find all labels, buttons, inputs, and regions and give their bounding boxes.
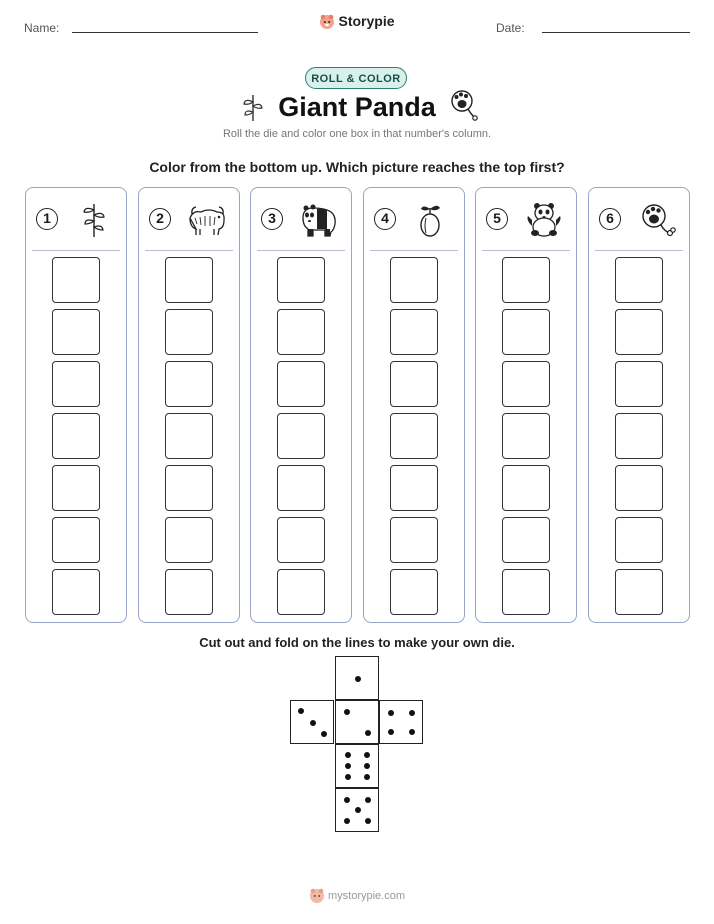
color-box[interactable] (277, 465, 325, 511)
footer-url[interactable]: mystorypie.com (327, 889, 406, 902)
color-box[interactable] (165, 361, 213, 407)
die-pip (364, 774, 370, 780)
die-pip (344, 709, 350, 715)
color-box[interactable] (390, 465, 438, 511)
activity-badge: ROLL & COLOR (305, 67, 407, 89)
color-box[interactable] (502, 257, 550, 303)
color-box[interactable] (277, 517, 325, 563)
die-pip (409, 729, 415, 735)
date-line[interactable] (542, 32, 690, 33)
color-box[interactable] (165, 465, 213, 511)
color-box[interactable] (502, 361, 550, 407)
color-box[interactable] (52, 517, 100, 563)
color-box[interactable] (615, 517, 663, 563)
die-face-5 (335, 788, 379, 832)
die-pip (344, 818, 350, 824)
column-5 (475, 187, 577, 623)
column-number: 6 (599, 208, 621, 230)
die-pip (355, 807, 361, 813)
column-1 (25, 187, 127, 623)
column-number: 4 (374, 208, 396, 230)
color-box[interactable] (52, 361, 100, 407)
die-pip (409, 710, 415, 716)
color-box[interactable] (52, 465, 100, 511)
column-2 (138, 187, 240, 623)
column-divider (370, 250, 458, 251)
die-pip (355, 676, 361, 682)
column-number: 3 (261, 208, 283, 230)
color-box[interactable] (390, 517, 438, 563)
bamboo-icon (74, 202, 114, 238)
column-6 (588, 187, 690, 623)
brand-name: Storypie (338, 13, 395, 29)
column-divider (482, 250, 570, 251)
page-title: Giant Panda (278, 92, 436, 122)
color-box[interactable] (502, 413, 550, 459)
die-pip (365, 797, 371, 803)
brand-logo (0, 13, 714, 30)
die-net (290, 656, 424, 836)
footer (0, 888, 714, 904)
color-box[interactable] (390, 361, 438, 407)
color-box[interactable] (165, 257, 213, 303)
color-box[interactable] (502, 569, 550, 615)
color-box[interactable] (165, 517, 213, 563)
die-pip (365, 818, 371, 824)
die-pip (345, 752, 351, 758)
column-number: 2 (149, 208, 171, 230)
color-box[interactable] (615, 361, 663, 407)
color-box[interactable] (52, 257, 100, 303)
die-pip (310, 720, 316, 726)
color-box[interactable] (615, 569, 663, 615)
die-face-1 (335, 656, 379, 700)
column-3 (250, 187, 352, 623)
die-pip (298, 708, 304, 714)
column-header (26, 188, 126, 250)
panda-sitting-icon (524, 202, 564, 238)
seed-sprout-icon (412, 202, 452, 238)
die-pip (388, 729, 394, 735)
die-pip (345, 763, 351, 769)
column-header (589, 188, 689, 250)
color-box[interactable] (390, 569, 438, 615)
page-subtitle: Roll the die and color one box in that number's column. (222, 128, 492, 140)
panda-paw-icon (637, 202, 677, 238)
color-box[interactable] (615, 309, 663, 355)
color-box[interactable] (165, 569, 213, 615)
die-pip (345, 774, 351, 780)
color-box[interactable] (52, 569, 100, 615)
color-box[interactable] (390, 413, 438, 459)
color-box[interactable] (277, 257, 325, 303)
color-box[interactable] (390, 309, 438, 355)
column-number: 1 (36, 208, 58, 230)
column-header (139, 188, 239, 250)
die-pip (321, 731, 327, 737)
color-box[interactable] (277, 361, 325, 407)
panda-walking-icon (299, 202, 339, 238)
name-line[interactable] (72, 32, 258, 33)
storypie-logo-icon (309, 888, 325, 904)
color-box[interactable] (52, 309, 100, 355)
die-face-4 (379, 700, 423, 744)
color-box[interactable] (615, 465, 663, 511)
date-label: Date: (496, 21, 525, 35)
die-face-3 (290, 700, 334, 744)
panda-paw-icon (448, 88, 478, 122)
die-pip (365, 730, 371, 736)
die-face-2 (335, 700, 379, 744)
die-pip (364, 752, 370, 758)
color-box[interactable] (615, 257, 663, 303)
die-pip (344, 797, 350, 803)
column-header (364, 188, 464, 250)
column-divider (257, 250, 345, 251)
color-box[interactable] (277, 309, 325, 355)
color-box[interactable] (615, 413, 663, 459)
column-header (251, 188, 351, 250)
column-number: 5 (486, 208, 508, 230)
die-pip (388, 710, 394, 716)
yak-icon (187, 202, 227, 238)
color-box[interactable] (52, 413, 100, 459)
column-4 (363, 187, 465, 623)
color-box[interactable] (502, 465, 550, 511)
column-divider (595, 250, 683, 251)
die-face-6 (335, 744, 379, 788)
column-divider (145, 250, 233, 251)
storypie-logo-icon (319, 14, 335, 30)
color-box[interactable] (277, 413, 325, 459)
cut-instruction: Cut out and fold on the lines to make your own die. (199, 635, 515, 650)
color-box[interactable] (390, 257, 438, 303)
name-label: Name: (24, 21, 60, 35)
column-header (476, 188, 576, 250)
color-box[interactable] (502, 517, 550, 563)
color-box[interactable] (165, 413, 213, 459)
instruction-text: Color from the bottom up. Which picture reaches the top first? (149, 159, 565, 175)
die-pip (364, 763, 370, 769)
column-divider (32, 250, 120, 251)
color-box[interactable] (277, 569, 325, 615)
color-box[interactable] (165, 309, 213, 355)
color-box[interactable] (502, 309, 550, 355)
